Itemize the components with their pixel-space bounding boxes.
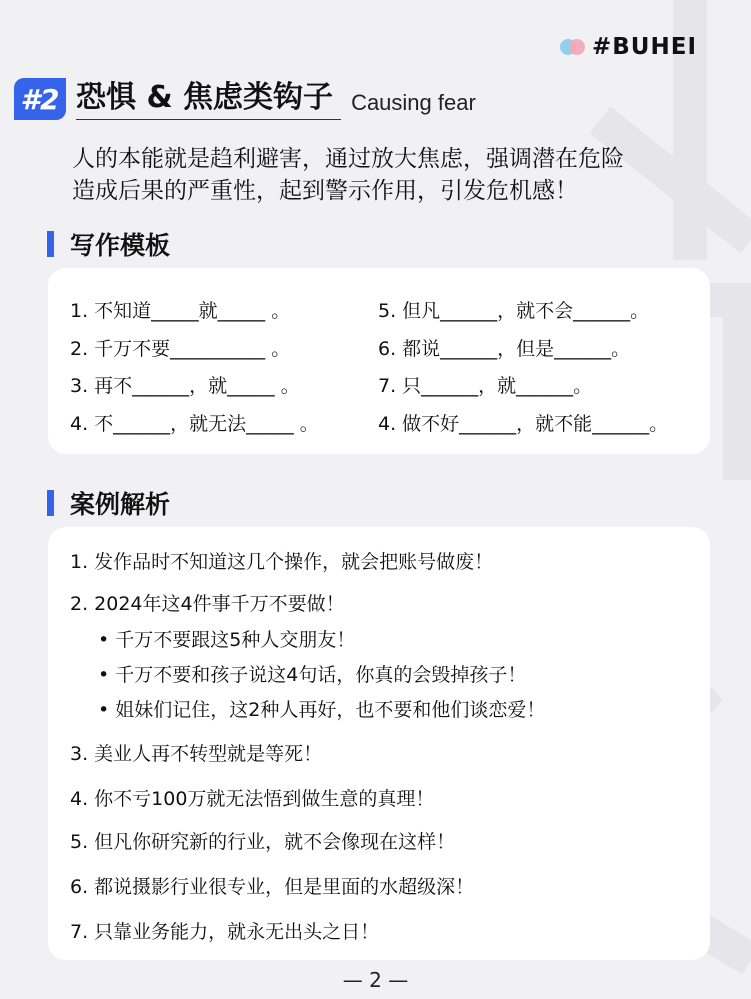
intro-paragraph [72, 143, 732, 207]
template-item: 6. 都说______，但是______。 [378, 338, 631, 360]
cases-heading-text: 案例解析 [70, 490, 171, 519]
logo-text: #BUHEI [592, 34, 697, 60]
case-sub-item: • 千万不要跟这5种人交朋友！ [98, 629, 356, 651]
case-item: 2. 2024年这4件事千万不要做！ [70, 593, 345, 615]
heading-bar-icon [47, 231, 54, 257]
case-sub-item: • 姐妹们记住，这2种人再好，也不要和他们谈恋爱！ [98, 699, 546, 721]
page-number: — 2 — [342, 968, 409, 992]
logo-dots-icon [560, 37, 586, 57]
templates-card [48, 268, 710, 454]
page-title: 恐惧 & 焦虑类钩子 [76, 79, 341, 120]
templates-heading [47, 226, 170, 262]
section-number-badge: #2 [14, 78, 66, 120]
case-item: 3. 美业人再不转型就是等死！ [70, 743, 323, 765]
template-item: 5. 但凡______，就不会______。 [378, 300, 650, 322]
template-item: 2. 千万不要__________ 。 [70, 338, 291, 360]
template-item: 4. 不______，就无法_____ 。 [70, 413, 319, 435]
case-item: 7. 只靠业务能力，就永无出头之日！ [70, 921, 380, 943]
brand-logo [560, 34, 697, 60]
template-item: 3. 再不______，就_____ 。 [70, 375, 300, 397]
heading-bar-icon [47, 490, 54, 516]
case-sub-item: • 千万不要和孩子说这4句话，你真的会毁掉孩子！ [98, 664, 527, 686]
template-item: 1. 不知道_____就_____ 。 [70, 300, 291, 322]
templates-heading-text: 写作模板 [70, 231, 171, 260]
template-item: 4. 做不好______，就不能______。 [378, 413, 669, 435]
cases-card [48, 527, 710, 960]
case-item: 1. 发作品时不知道这几个操作，就会把账号做废！ [70, 551, 494, 573]
case-item: 4. 你不亏100万就无法悟到做生意的真理！ [70, 788, 435, 810]
case-item: 6. 都说摄影行业很专业，但是里面的水超级深！ [70, 876, 475, 898]
cases-heading [47, 485, 170, 521]
page-subtitle-en: Causing fear [351, 90, 476, 115]
intro-line-2: 造成后果的严重性，起到警示作用，引发危机感！ [72, 178, 578, 204]
case-item: 5. 但凡你研究新的行业，就不会像现在这样！ [70, 831, 456, 853]
page-header [14, 78, 476, 120]
template-item: 7. 只______，就______。 [378, 375, 593, 397]
intro-line-1: 人的本能就是趋利避害，通过放大焦虑，强调潜在危险 [72, 146, 624, 172]
